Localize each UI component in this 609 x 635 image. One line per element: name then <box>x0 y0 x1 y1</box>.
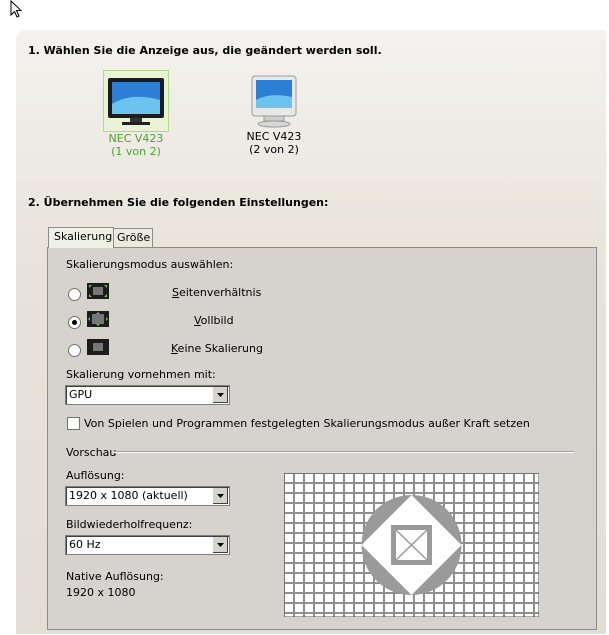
monitor-lcd-icon <box>103 70 169 132</box>
mouse-cursor-icon <box>10 0 22 20</box>
resolution-value: 1920 x 1080 (aktuell) <box>69 489 188 502</box>
refresh-value: 60 Hz <box>69 538 101 551</box>
monitor-crt-icon <box>242 70 306 130</box>
chevron-down-icon[interactable] <box>212 387 228 403</box>
perform-with-select[interactable] <box>65 385 230 405</box>
native-resolution-value: 1920 x 1080 <box>66 586 136 599</box>
tab-skalierung[interactable]: Skalierung <box>48 227 114 248</box>
monitor-1[interactable] <box>100 70 172 158</box>
resolution-label: Auflösung: <box>66 469 125 482</box>
monitor-1-index: (1 von 2) <box>111 145 161 158</box>
refresh-select[interactable] <box>65 535 230 555</box>
chevron-down-icon[interactable] <box>212 537 228 553</box>
radio-aspect-ratio[interactable] <box>68 288 81 301</box>
resolution-select[interactable] <box>65 486 230 506</box>
no-scaling-icon <box>87 339 109 355</box>
radio-fullscreen[interactable] <box>68 316 81 329</box>
option-no-scaling-label: Keine Skalierung <box>171 342 263 355</box>
monitor-1-name: NEC V423 <box>108 132 164 145</box>
chevron-down-icon[interactable] <box>212 488 228 504</box>
native-resolution-label: Native Auflösung: <box>66 570 164 583</box>
fullscreen-icon <box>87 311 109 327</box>
step1-title: 1. Wählen Sie die Anzeige aus, die geändert werden soll. <box>28 44 382 57</box>
perform-with-label: Skalierung vornehmen mit: <box>66 368 216 381</box>
scaling-mode-label: Skalierungsmodus auswählen: <box>66 258 234 271</box>
monitor-2[interactable] <box>238 70 310 156</box>
option-fullscreen-label: Vollbild <box>194 314 234 327</box>
refresh-label: Bildwiederholfrequenz: <box>66 518 193 531</box>
override-checkbox[interactable] <box>67 417 80 430</box>
aspect-ratio-icon <box>87 283 109 299</box>
perform-with-value: GPU <box>69 388 93 401</box>
monitor-2-index: (2 von 2) <box>249 143 299 156</box>
preview-divider <box>114 451 574 453</box>
monitor-2-name: NEC V423 <box>246 130 302 143</box>
preview-test-pattern <box>284 473 539 617</box>
preview-section-label: Vorschau <box>66 446 117 459</box>
radio-no-scaling[interactable] <box>68 344 81 357</box>
override-label: Von Spielen und Programmen festgelegten Skalierungsmodus außer Kraft setzen <box>84 417 530 430</box>
tab-groesse[interactable]: Größe <box>111 228 153 247</box>
step2-title: 2. Übernehmen Sie die folgenden Einstellungen: <box>28 196 329 209</box>
option-aspect-ratio-label: Seitenverhältnis <box>172 286 262 299</box>
